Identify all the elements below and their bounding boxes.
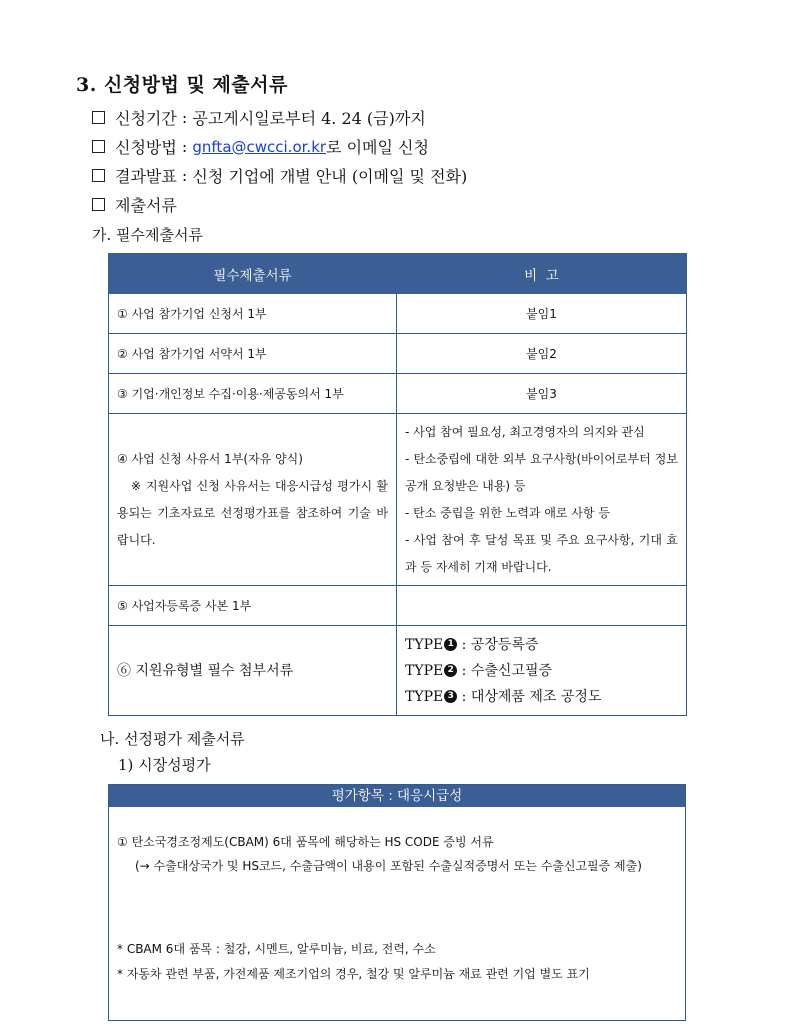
bullet-value: 신청 기업에 개별 안내 (이메일 및 전화) — [192, 167, 468, 186]
type-line — [405, 632, 678, 658]
bullet-label: 신청기간 — [115, 109, 177, 128]
bullet-sep: : — [176, 137, 193, 156]
table-row — [109, 374, 687, 414]
bullet-label: 신청방법 — [115, 138, 177, 157]
column-header: 필수제출서류 — [109, 254, 397, 294]
type-text: : 공장등록증 — [457, 636, 539, 653]
evaluation-note: * 자동차 관련 부품, 가전제품 제조기업의 경우, 철강 및 알루미늄 재료 관련 기업 별도 표기 — [117, 967, 590, 981]
doc-cell: ⑥ 지원유형별 필수 첨부서류 — [109, 626, 397, 716]
subheading-evaluation-docs: 나. 선정평가 제출서류 — [100, 730, 245, 748]
note-cell: 붙임3 — [397, 374, 687, 414]
table-row — [109, 414, 687, 586]
type-number-badge: 2 — [444, 664, 457, 677]
doc-cell — [109, 414, 397, 586]
bullet-label: 결과발표 — [115, 167, 177, 186]
note-cell: 붙임2 — [397, 334, 687, 374]
note-cell — [397, 414, 687, 586]
bullet-sep: : — [176, 108, 193, 127]
doc-cell: ① 사업 참가기업 신청서 1부 — [109, 294, 397, 334]
note-cell — [397, 626, 687, 716]
type-prefix: TYPE — [405, 636, 444, 653]
type-prefix: TYPE — [405, 662, 444, 679]
checkbox-square-icon — [92, 140, 105, 153]
table-row — [109, 294, 687, 334]
doc-note: ※ 지원사업 신청 사유서는 대응시급성 평가시 활용되는 기초자료로 선정평가표를 참조하여 기술 바랍니다. — [117, 478, 388, 547]
table-row — [109, 626, 687, 716]
note-cell: 붙임1 — [397, 294, 687, 334]
type-text: : 대상제품 제조 공정도 — [457, 688, 602, 705]
evaluation-box — [108, 784, 686, 1021]
type-text: : 수출신고필증 — [457, 662, 552, 679]
required-docs-table — [108, 253, 687, 716]
bullet-sep: : — [176, 166, 193, 185]
doc-cell: ⑤ 사업자등록증 사본 1부 — [109, 586, 397, 626]
bullet-submission-docs — [92, 193, 177, 216]
bullet-application-method — [92, 135, 429, 158]
checkbox-square-icon — [92, 198, 105, 211]
doc-cell: ② 사업 참가기업 서약서 1부 — [109, 334, 397, 374]
subheading-required-docs: 가. 필수제출서류 — [92, 226, 203, 244]
type-line — [405, 684, 678, 710]
note-line: - 사업 참여 필요성, 최고경영자의 의지와 관심 — [405, 424, 645, 439]
section-title: 3. 신청방법 및 제출서류 — [76, 74, 288, 96]
type-line — [405, 658, 678, 684]
table-row — [109, 334, 687, 374]
evaluation-item-detail: (→ 수출대상국가 및 HS코드, 수출금액이 내용이 포함된 수출실적증명서 또는 수출신고필증 제출) — [135, 859, 642, 873]
evaluation-item: ① 탄소국경조정제도(CBAM) 6대 품목에 해당하는 HS CODE 증빙 서류 — [117, 835, 494, 849]
type-number-badge: 3 — [444, 690, 457, 703]
doc-line: ④ 사업 신청 사유서 1부(자유 양식) — [117, 451, 303, 466]
bullet-result-announcement — [92, 164, 467, 187]
bullet-value: 로 이메일 신청 — [326, 138, 429, 157]
note-line: - 탄소 중립을 위한 노력과 애로 사항 등 — [405, 505, 610, 520]
table-header-row — [109, 254, 687, 294]
type-number-badge: 1 — [444, 638, 457, 651]
subheading-marketability: 1) 시장성평가 — [118, 756, 211, 774]
table-row — [109, 586, 687, 626]
doc-cell: ③ 기업·개인정보 수집·이용·제공동의서 1부 — [109, 374, 397, 414]
evaluation-note: * CBAM 6대 품목 : 철강, 시멘트, 알루미늄, 비료, 전력, 수소 — [117, 942, 436, 956]
column-header: 비 고 — [397, 254, 687, 294]
note-line: - 사업 참여 후 달성 목표 및 주요 요구사항, 기대 효과 등 자세히 기재 바랍니다. — [405, 532, 678, 574]
note-line: - 탄소중립에 대한 외부 요구사항(바이어로부터 정보공개 요청받은 내용) 등 — [405, 451, 678, 493]
bullet-label: 제출서류 — [115, 196, 177, 215]
note-cell — [397, 586, 687, 626]
evaluation-box-header: 평가항목 : 대응시급성 — [109, 785, 685, 807]
email-link[interactable]: gnfta@cwcci.or.kr — [192, 137, 327, 156]
checkbox-square-icon — [92, 169, 105, 182]
type-prefix: TYPE — [405, 688, 444, 705]
checkbox-square-icon — [92, 111, 105, 124]
bullet-value: 공고게시일로부터 4. 24 (금)까지 — [192, 109, 426, 128]
bullet-application-period — [92, 106, 426, 129]
